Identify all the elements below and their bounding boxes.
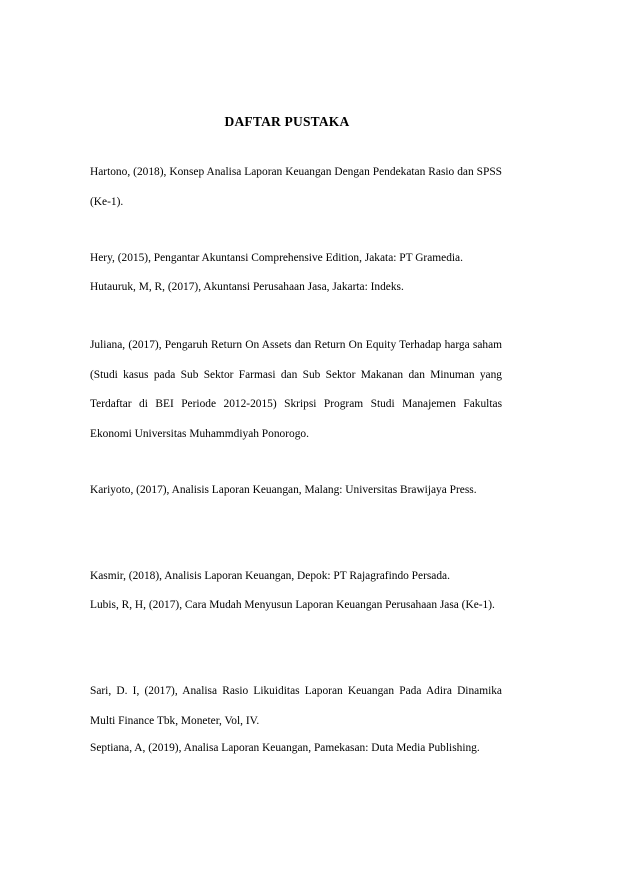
reference-entry: Hartono, (2018), Konsep Analisa Laporan Keuangan Dengan Pendekatan Rasio dan SPSS (Ke-1). [90,166,502,208]
reference-entry: Lubis, R, H, (2017), Cara Mudah Menyusun Laporan Keuangan Perusahaan Jasa (Ke-1). [90,599,495,611]
reference-entry: Hutauruk, M, R, (2017), Akuntansi Perusahaan Jasa, Jakarta: Indeks. [90,281,404,293]
reference-entry: Sari, D. I, (2017), Analisa Rasio Likuiditas Laporan Keuangan Pada Adira Dinamika Multi Finance Tbk, Moneter, Vol, IV. [90,685,502,727]
reference-entry: Hery, (2015), Pengantar Akuntansi Comprehensive Edition, Jakata: PT Gramedia. [90,252,463,264]
reference-entry: Juliana, (2017), Pengaruh Return On Assets dan Return On Equity Terhadap harga saham (Studi kasus pada Sub Sektor Farmasi dan Sub Sektor Makanan dan Minuman yang Terdaftar di BEI Periode 2012-2015) Skripsi Program Studi Manajemen Fakultas Ekonomi Universitas Muhammdiyah Ponorogo. [90,339,502,440]
reference-entry: Septiana, A, (2019), Analisa Laporan Keuangan, Pamekasan: Duta Media Publishing. [90,742,480,754]
page-title: DAFTAR PUSTAKA [224,114,350,129]
reference-entry: Kariyoto, (2017), Analisis Laporan Keuangan, Malang: Universitas Brawijaya Press. [90,484,477,496]
reference-entry: Kasmir, (2018), Analisis Laporan Keuangan, Depok: PT Rajagrafindo Persada. [90,570,450,582]
